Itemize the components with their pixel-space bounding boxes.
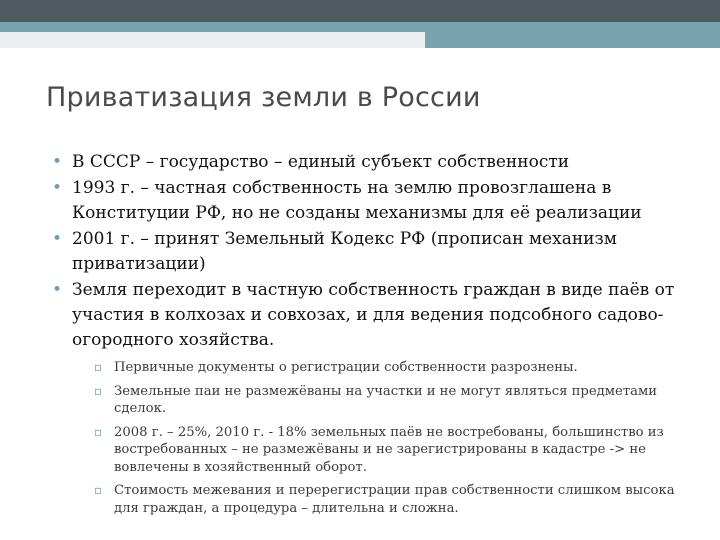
header-teal-stub [425,32,720,48]
bullet-item [52,176,692,226]
slide-title: Приватизация земли в России [46,82,481,113]
sub-bullet-text: Земельные паи не размежёваны на участки и не могут являться предметами сделок. [114,383,658,416]
sub-bullet-item [92,424,692,477]
sub-bullet-text: Стоимость межевания и перерегистрации прав собственности слишком высока для граждан, а процедура – длительна и сложна. [114,483,675,516]
slide-content [52,150,692,523]
bullet-text: 2001 г. – принят Земельный Кодекс РФ (прописан механизм приватизации) [72,229,617,274]
sub-bullet-item [92,482,692,517]
bullet-text: Земля переходит в частную собственность граждан в виде паёв от участия в колхозах и совхозах, и для ведения подсобного садово-огородного хозяйства. [72,280,675,350]
sub-bullet-text: 2008 г. – 25%, 2010 г. - 18% земельных паёв не востребованы, большинство из востребованных – не размежёваны и не зарегистрированы в кадастре -> не вовлечены в хозяйственный оборот. [114,424,664,475]
bullet-text: 1993 г. – частная собственность на землю провозглашена в Конституции РФ, но не созданы механизмы для её реализации [72,178,642,223]
bullet-item [52,150,692,175]
sub-bullet-list [92,359,692,517]
sub-bullet-icon: ▫ [94,483,103,497]
bullet-icon: • [52,229,63,249]
sub-bullet-text: Первичные документы о регистрации собственности разрознены. [114,360,578,375]
bullet-list [52,150,692,517]
sub-bullet-item [92,383,692,418]
header-dark-band [0,0,720,22]
header-light-band [0,32,425,48]
sub-bullet-icon: ▫ [94,424,103,439]
sub-bullet-icon: ▫ [94,360,103,374]
bullet-item [52,227,692,277]
bullet-icon: • [52,280,63,300]
sub-bullet-item [92,359,692,377]
bullet-text: В СССР – государство – единый субъект собственности [72,152,570,172]
sub-bullet-icon: ▫ [94,383,103,398]
bullet-icon: • [52,178,63,198]
bullet-icon: • [52,152,63,172]
header-teal-band [0,22,720,32]
bullet-item [52,278,692,517]
